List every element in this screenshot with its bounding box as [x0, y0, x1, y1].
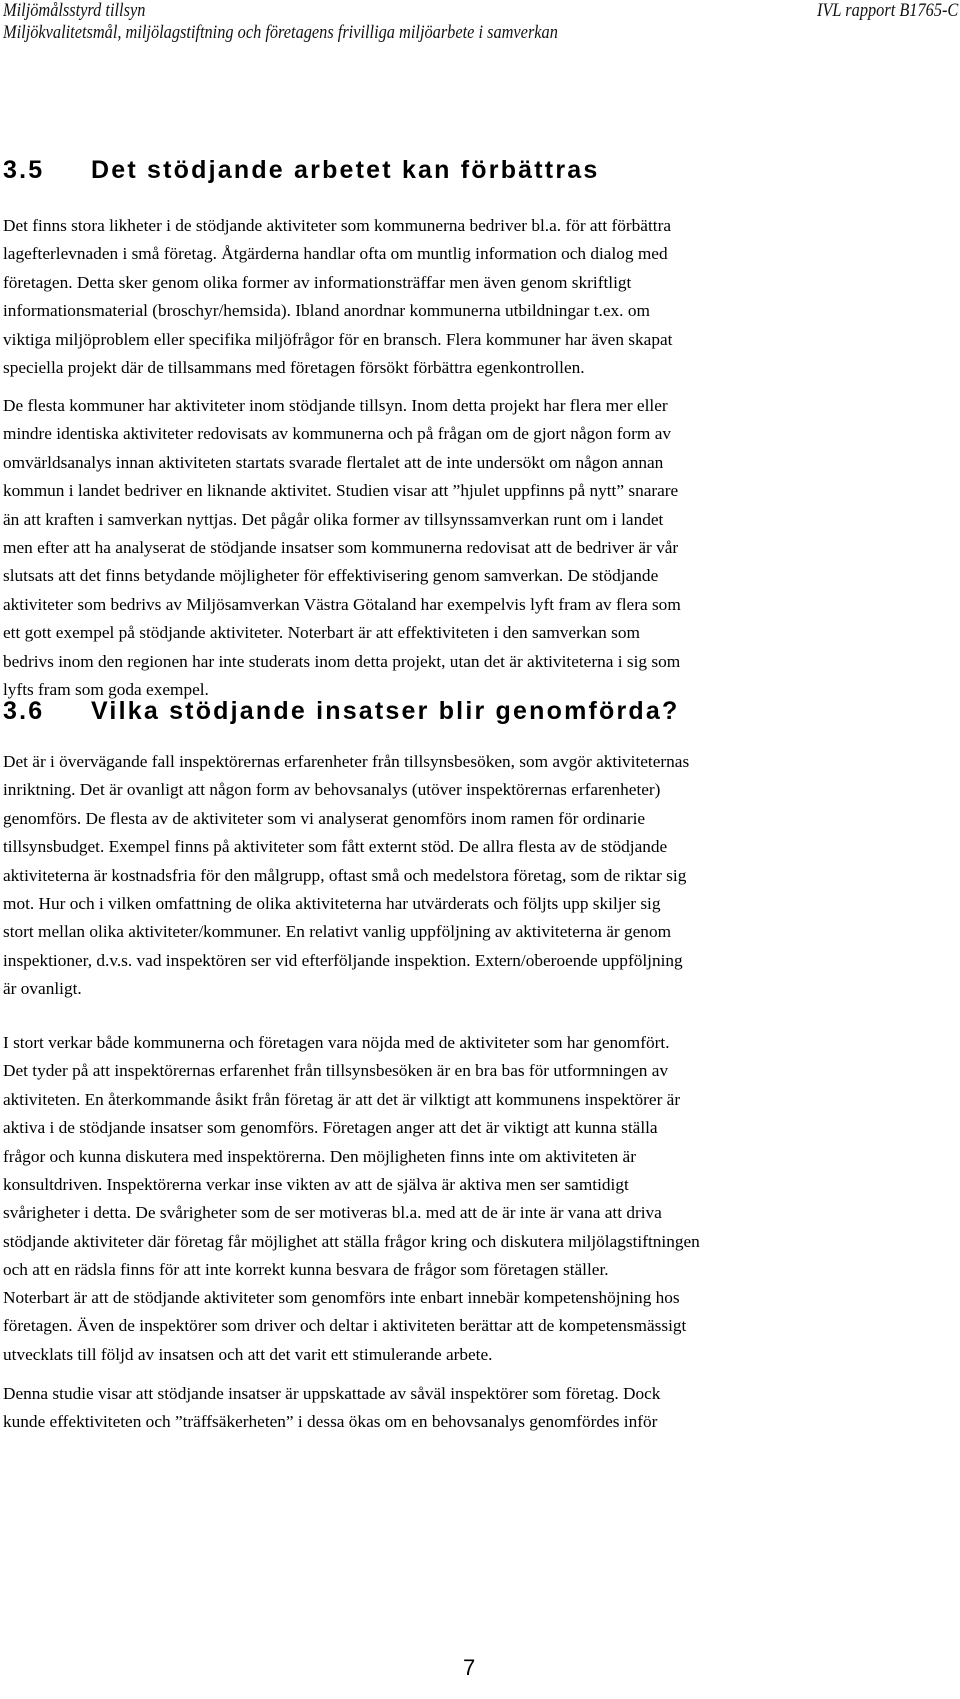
text-line: informationsmaterial (broschyr/hemsida). Ibland anordnar kommunerna utbildningar t.ex. om: [3, 301, 650, 321]
text-line: stort mellan olika aktiviteter/kommuner. En relativt vanlig uppföljning av aktiviteterna är genom: [3, 922, 672, 942]
text-line: slutsats att det finns betydande möjligheter för effektivisering genom samverkan. De stödjande: [3, 566, 659, 586]
section-heading-3-5: [3, 156, 599, 185]
paragraph: [3, 392, 681, 704]
text-line: bedrivs inom den regionen har inte studerats inom detta projekt, utan det är aktiviteterna i sig som: [3, 651, 681, 671]
text-line: lagefterlevnaden i små företag. Åtgärderna handlar ofta om muntlig information och dialog med: [3, 244, 668, 264]
text-line: inspektioner, d.v.s. vad inspektören ser vid efterföljande inspektion. Extern/oberoende uppföljning: [3, 950, 683, 970]
section-number: 3.6: [3, 697, 45, 725]
text-line: företagen. Även de inspektörer som driver och deltar i aktiviteten berättar att de kompetensmässigt: [3, 1316, 687, 1336]
text-line: konsultdriven. Inspektörerna verkar inse vikten av att de själva är aktiva men ser samtidigt: [3, 1175, 629, 1195]
running-header-title: Miljömålsstyrd tillsyn: [3, 0, 146, 21]
text-line: aktiva i de stödjande insatser som genomförs. Företagen anger att det är viktigt att kunna ställa: [3, 1118, 658, 1138]
paragraph: [3, 1029, 700, 1285]
text-line: lyfts fram som goda exempel.: [3, 680, 209, 700]
text-line: Det tyder på att inspektörernas erfarenhet från tillsynsbesöken är en bra bas för utformningen av: [3, 1061, 669, 1081]
text-line: kunde effektiviteten och ”träffsäkerheten” i dessa ökas om en behovsanalys genomfördes inför: [3, 1412, 658, 1432]
text-line: viktiga miljöproblem eller specifika miljöfrågor för en bransch. Flera kommuner har även skapat: [3, 329, 673, 349]
text-line: företagen. Detta sker genom olika former av informationsträffar men även genom skriftligt: [3, 272, 632, 292]
section-title: Det stödjande arbetet kan förbättras: [91, 156, 600, 184]
text-line: frågor och kunna diskutera med inspektörerna. Den möjligheten finns inte om aktiviteten är: [3, 1146, 636, 1166]
text-line: tillsynsbudget. Exempel finns på aktiviteter som fått externt stöd. De allra flesta av de stödjande: [3, 837, 668, 857]
text-line: omvärldsanalys innan aktiviteten startats svarade flertalet att de inte undersökt om någon annan: [3, 452, 664, 472]
text-line: och att en rädsla finns för att inte korrekt kunna besvara de frågor som företagen ställer.: [3, 1260, 609, 1280]
section-number: 3.5: [3, 156, 45, 184]
report-number: IVL rapport B1765-C: [816, 0, 958, 21]
text-line: mindre identiska aktiviteter redovisats av kommunerna och på frågan om de gjort någon form av: [3, 424, 672, 444]
paragraph: [3, 748, 689, 1004]
running-header-subtitle: Miljökvalitetsmål, miljölagstiftning och företagens frivilliga miljöarbete i samverkan: [3, 22, 558, 43]
text-line: inriktning. Det är ovanligt att någon form av behovsanalys (utöver inspektörernas erfarenheter): [3, 780, 661, 800]
text-line: Noterbart är att de stödjande aktiviteter som genomförs inte enbart innebär kompetenshöjning hos: [3, 1288, 680, 1307]
text-line: Denna studie visar att stödjande insatser är uppskattade av såväl inspektörer som företag. Dock: [3, 1384, 661, 1403]
text-line: Det är i övervägande fall inspektörernas erfarenheter från tillsynsbesöken, som avgör aktiviteternas: [3, 752, 690, 771]
text-line: stödjande aktiviteter där företag får möjlighet att ställa frågor kring och diskutera miljölagstiftningen: [3, 1231, 700, 1251]
text-line: speciella projekt där de tillsammans med företagen försökt förbättra egenkontrollen.: [3, 358, 585, 378]
paragraph: [3, 1284, 686, 1369]
section-heading-3-6: [3, 697, 679, 726]
text-line: aktiviteter som bedrivs av Miljösamverkan Västra Götaland har exempelvis lyft fram av flera som: [3, 594, 681, 614]
text-line: utvecklats till följd av insatsen och att det varit ett stimulerande arbete.: [3, 1344, 493, 1364]
text-line: genomförs. De flesta av de aktiviteter som vi analyserat genomförs inom ramen för ordinarie: [3, 808, 646, 828]
text-line: mot. Hur och i vilken omfattning de olika aktiviteterna har utvärderats och följts upp skiljer sig: [3, 894, 661, 914]
text-line: I stort verkar både kommunerna och företagen vara nöjda med de aktiviteter som har genomfört.: [3, 1033, 670, 1052]
text-line: svårigheter i detta. De svårigheter som de ser motiveras bl.a. med att de är inte är vana att driva: [3, 1203, 662, 1223]
text-line: aktiviteterna är kostnadsfria för den målgrupp, oftast små och medelstora företag, som de riktar sig: [3, 865, 687, 885]
text-line: Det finns stora likheter i de stödjande aktiviteter som kommunerna bedriver bl.a. för att förbättra: [3, 216, 671, 235]
paragraph: [3, 1380, 660, 1437]
text-line: än att kraften i samverkan nyttjas. Det pågår olika former av tillsynssamverkan runt om i landet: [3, 509, 664, 529]
text-line: kommun i landet bedriver en liknande aktivitet. Studien visar att ”hjulet uppfinns på nytt” snarare: [3, 481, 679, 501]
section-title: Vilka stödjande insatser blir genomförda?: [91, 697, 680, 725]
text-line: De flesta kommuner har aktiviteter inom stödjande tillsyn. Inom detta projekt har flera mer eller: [3, 396, 668, 415]
text-line: är ovanligt.: [3, 979, 82, 999]
text-line: aktiviteten. En återkommande åsikt från företag är att det är vilktigt att kommunens inspektörer är: [3, 1089, 681, 1109]
paragraph: [3, 212, 672, 382]
text-line: men efter att ha analyserat de stödjande insatser som kommunerna redovisat att de bedriver är vår: [3, 538, 679, 558]
page-number: 7: [463, 1655, 476, 1680]
text-line: ett gott exempel på stödjande aktiviteter. Noterbart är att effektiviteten i den samverkan som: [3, 623, 640, 643]
